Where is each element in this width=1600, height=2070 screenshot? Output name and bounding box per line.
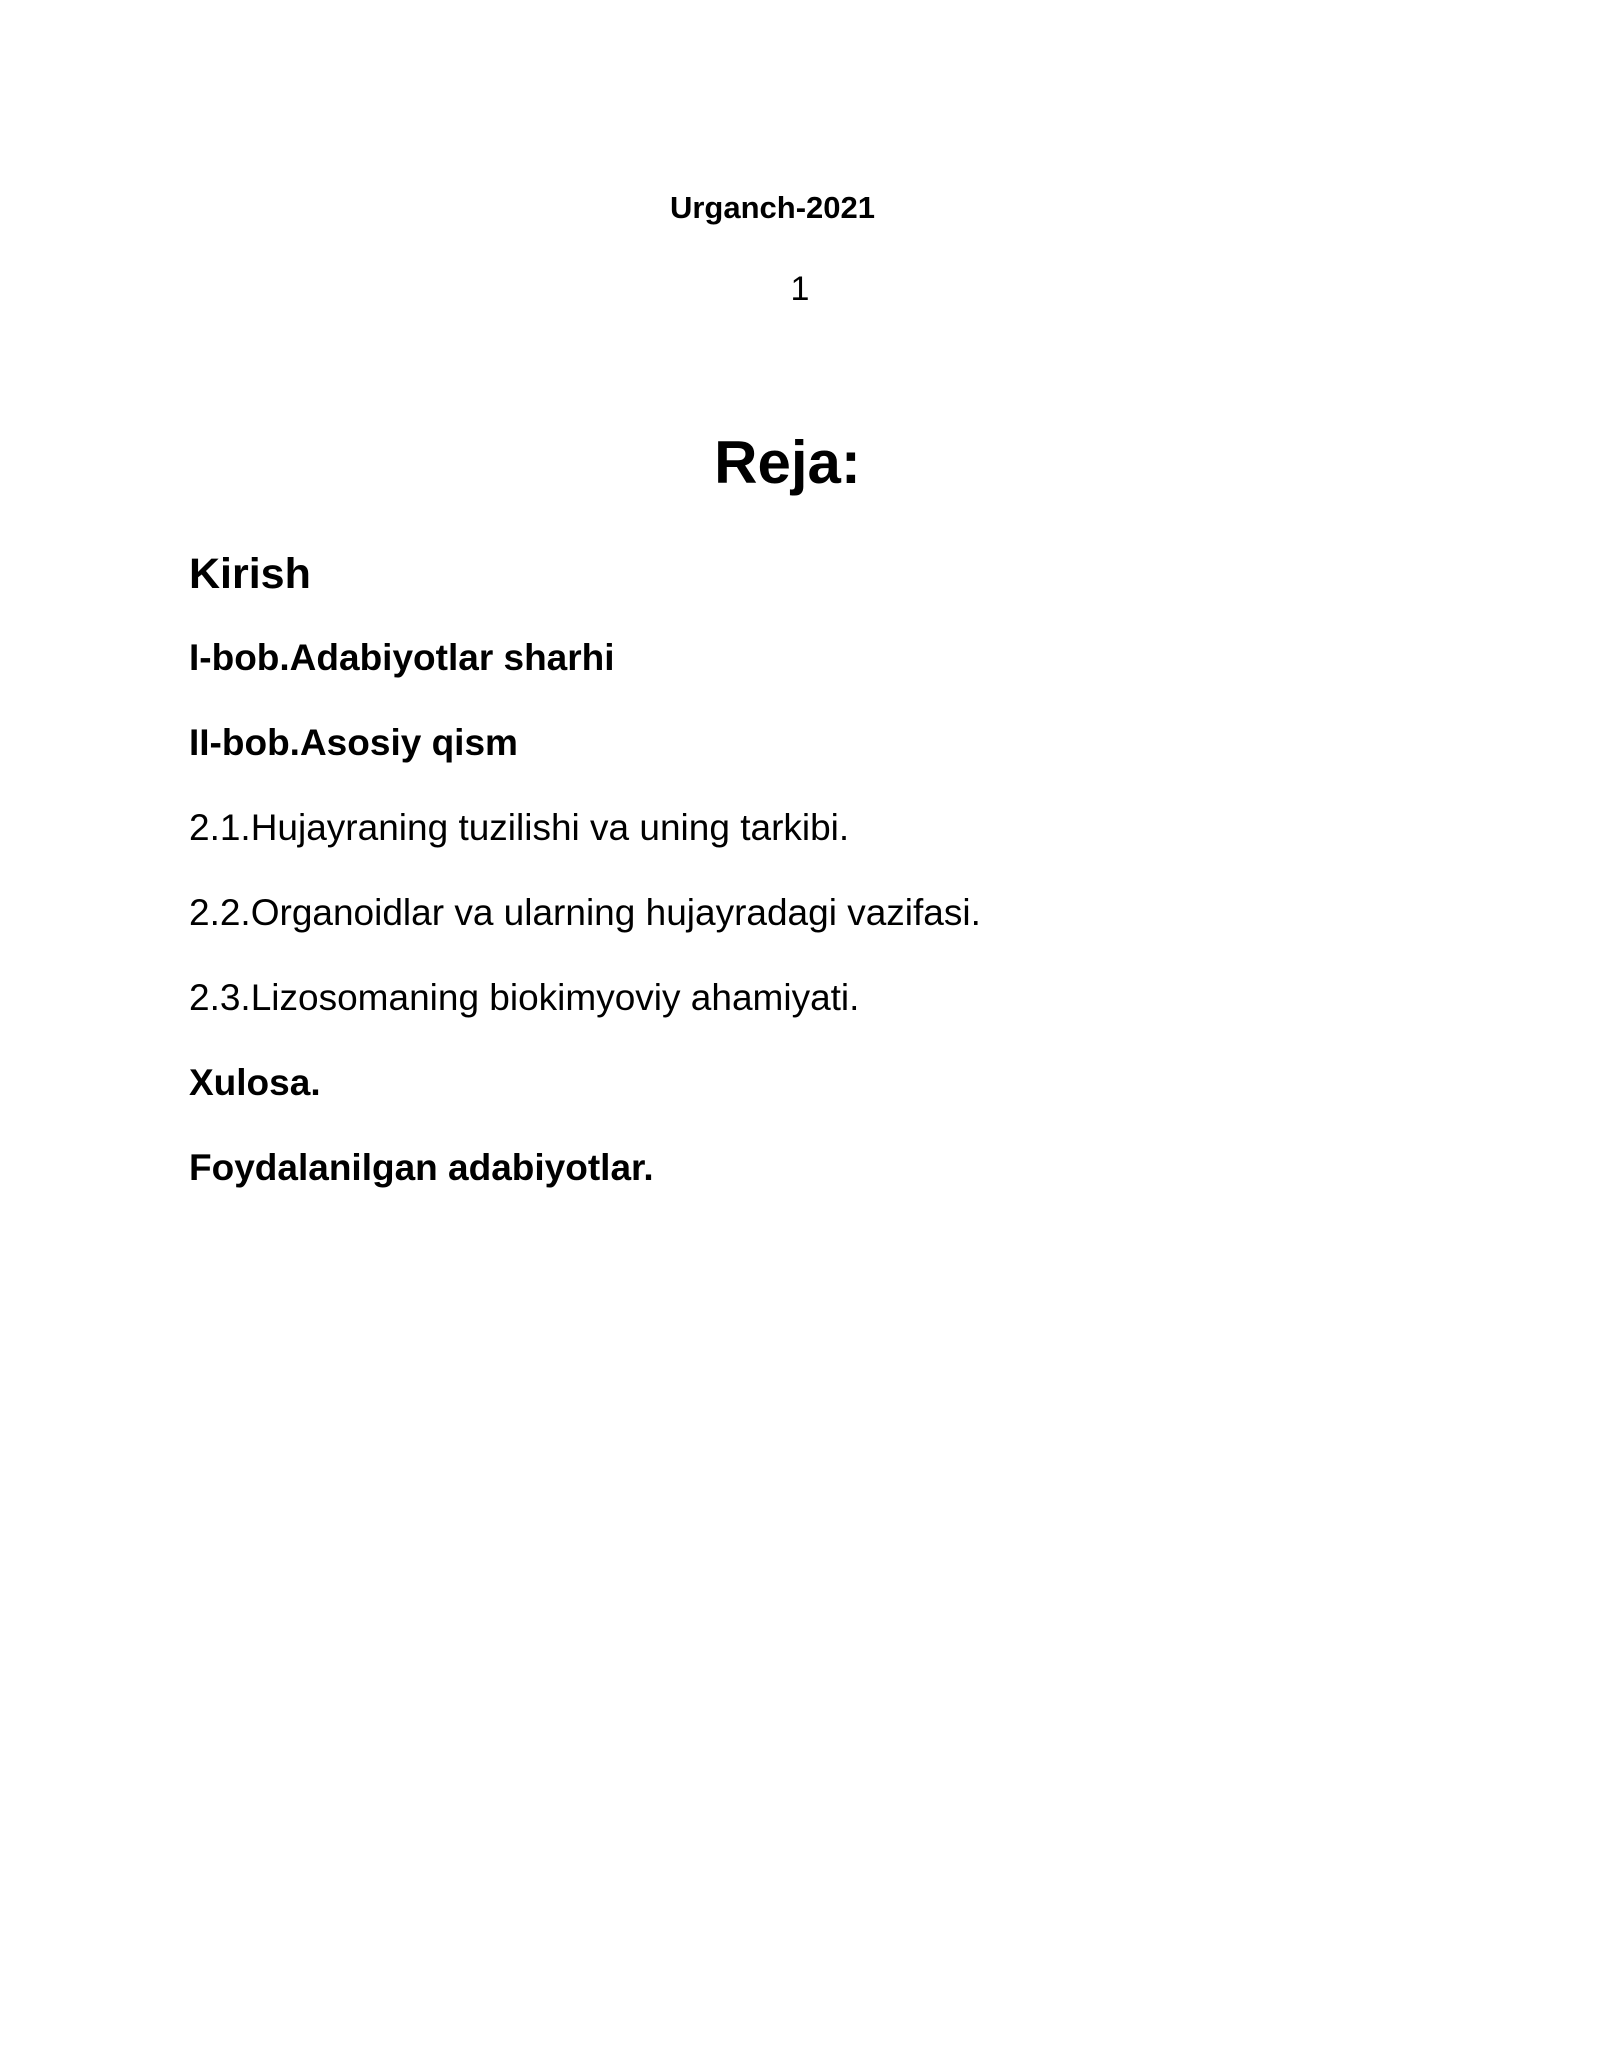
plan-title: Reja:: [714, 429, 861, 496]
plan-item-section-2-1: 2.1.Hujayraning tuzilishi va uning tarkibi.: [189, 807, 850, 848]
plan-item-chapter-2: II-bob.Asosiy qism: [189, 722, 518, 763]
plan-item-chapter-1: I-bob.Adabiyotlar sharhi: [189, 637, 615, 678]
page-number: 1: [790, 270, 810, 308]
plan-item-section-2-2: 2.2.Organoidlar va ularning hujayradagi vazifasi.: [189, 892, 981, 933]
plan-item-section-2-3: 2.3.Lizosomaning biokimyoviy ahamiyati.: [189, 977, 860, 1018]
city-year-label: Urganch-2021: [669, 190, 876, 225]
plan-item-conclusion: Xulosa.: [189, 1062, 321, 1103]
plan-item-introduction: Kirish: [189, 550, 311, 598]
plan-item-references: Foydalanilgan adabiyotlar.: [189, 1147, 654, 1188]
plan-list: [189, 548, 981, 1231]
